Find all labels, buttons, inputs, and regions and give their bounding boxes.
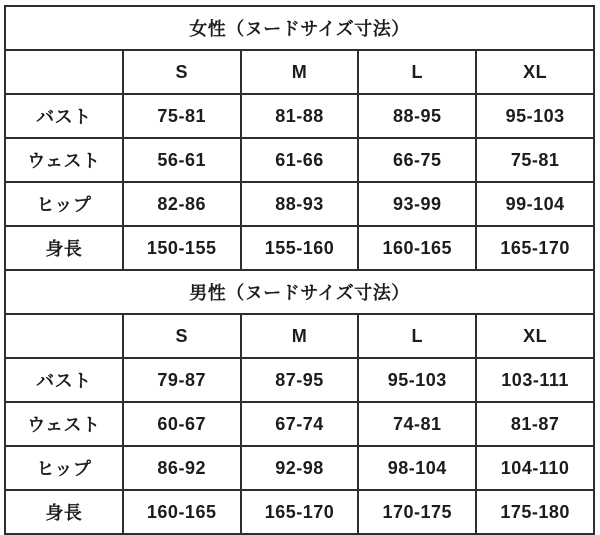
measurement-cell: 75-81 xyxy=(476,138,594,182)
measurement-cell: 82-86 xyxy=(123,182,241,226)
measurement-cell: 165-170 xyxy=(476,226,594,270)
row-label-hip: ヒップ xyxy=(5,182,123,226)
men-size-header-row xyxy=(5,314,594,358)
measurement-cell: 86-92 xyxy=(123,446,241,490)
row-label-waist: ウェスト xyxy=(5,402,123,446)
measurement-cell: 67-74 xyxy=(241,402,359,446)
measurement-cell: 95-103 xyxy=(358,358,476,402)
size-chart-table xyxy=(4,5,595,535)
measurement-cell: 87-95 xyxy=(241,358,359,402)
row-label-hip: ヒップ xyxy=(5,446,123,490)
row-label-waist: ウェスト xyxy=(5,138,123,182)
men-section-title: 男性（ヌードサイズ寸法） xyxy=(5,270,594,314)
measurement-cell: 98-104 xyxy=(358,446,476,490)
table-row-men-bust xyxy=(5,358,594,402)
men-section-title-row xyxy=(5,270,594,314)
measurement-cell: 165-170 xyxy=(241,490,359,534)
measurement-cell: 79-87 xyxy=(123,358,241,402)
size-header-s: S xyxy=(123,314,241,358)
women-section-title-row xyxy=(5,6,594,50)
measurement-cell: 170-175 xyxy=(358,490,476,534)
size-header-m: M xyxy=(241,50,359,94)
table-row-men-height xyxy=(5,490,594,534)
measurement-cell: 75-81 xyxy=(123,94,241,138)
measurement-cell: 88-93 xyxy=(241,182,359,226)
measurement-cell: 103-111 xyxy=(476,358,594,402)
measurement-cell: 160-165 xyxy=(123,490,241,534)
table-row-women-bust xyxy=(5,94,594,138)
row-label-bust: バスト xyxy=(5,358,123,402)
table-row-men-waist xyxy=(5,402,594,446)
women-size-header-row xyxy=(5,50,594,94)
size-header-m: M xyxy=(241,314,359,358)
table-row-women-hip xyxy=(5,182,594,226)
table-row-women-waist xyxy=(5,138,594,182)
row-label-height: 身長 xyxy=(5,226,123,270)
measurement-cell: 88-95 xyxy=(358,94,476,138)
measurement-cell: 95-103 xyxy=(476,94,594,138)
corner-cell xyxy=(5,314,123,358)
measurement-cell: 93-99 xyxy=(358,182,476,226)
row-label-height: 身長 xyxy=(5,490,123,534)
measurement-cell: 160-165 xyxy=(358,226,476,270)
measurement-cell: 155-160 xyxy=(241,226,359,270)
measurement-cell: 99-104 xyxy=(476,182,594,226)
measurement-cell: 74-81 xyxy=(358,402,476,446)
measurement-cell: 150-155 xyxy=(123,226,241,270)
corner-cell xyxy=(5,50,123,94)
women-section-title: 女性（ヌードサイズ寸法） xyxy=(5,6,594,50)
measurement-cell: 81-88 xyxy=(241,94,359,138)
row-label-bust: バスト xyxy=(5,94,123,138)
size-header-xl: XL xyxy=(476,314,594,358)
measurement-cell: 66-75 xyxy=(358,138,476,182)
measurement-cell: 56-61 xyxy=(123,138,241,182)
size-header-l: L xyxy=(358,50,476,94)
table-row-women-height xyxy=(5,226,594,270)
measurement-cell: 60-67 xyxy=(123,402,241,446)
measurement-cell: 175-180 xyxy=(476,490,594,534)
measurement-cell: 104-110 xyxy=(476,446,594,490)
measurement-cell: 61-66 xyxy=(241,138,359,182)
size-header-xl: XL xyxy=(476,50,594,94)
measurement-cell: 81-87 xyxy=(476,402,594,446)
size-header-s: S xyxy=(123,50,241,94)
table-row-men-hip xyxy=(5,446,594,490)
measurement-cell: 92-98 xyxy=(241,446,359,490)
size-header-l: L xyxy=(358,314,476,358)
